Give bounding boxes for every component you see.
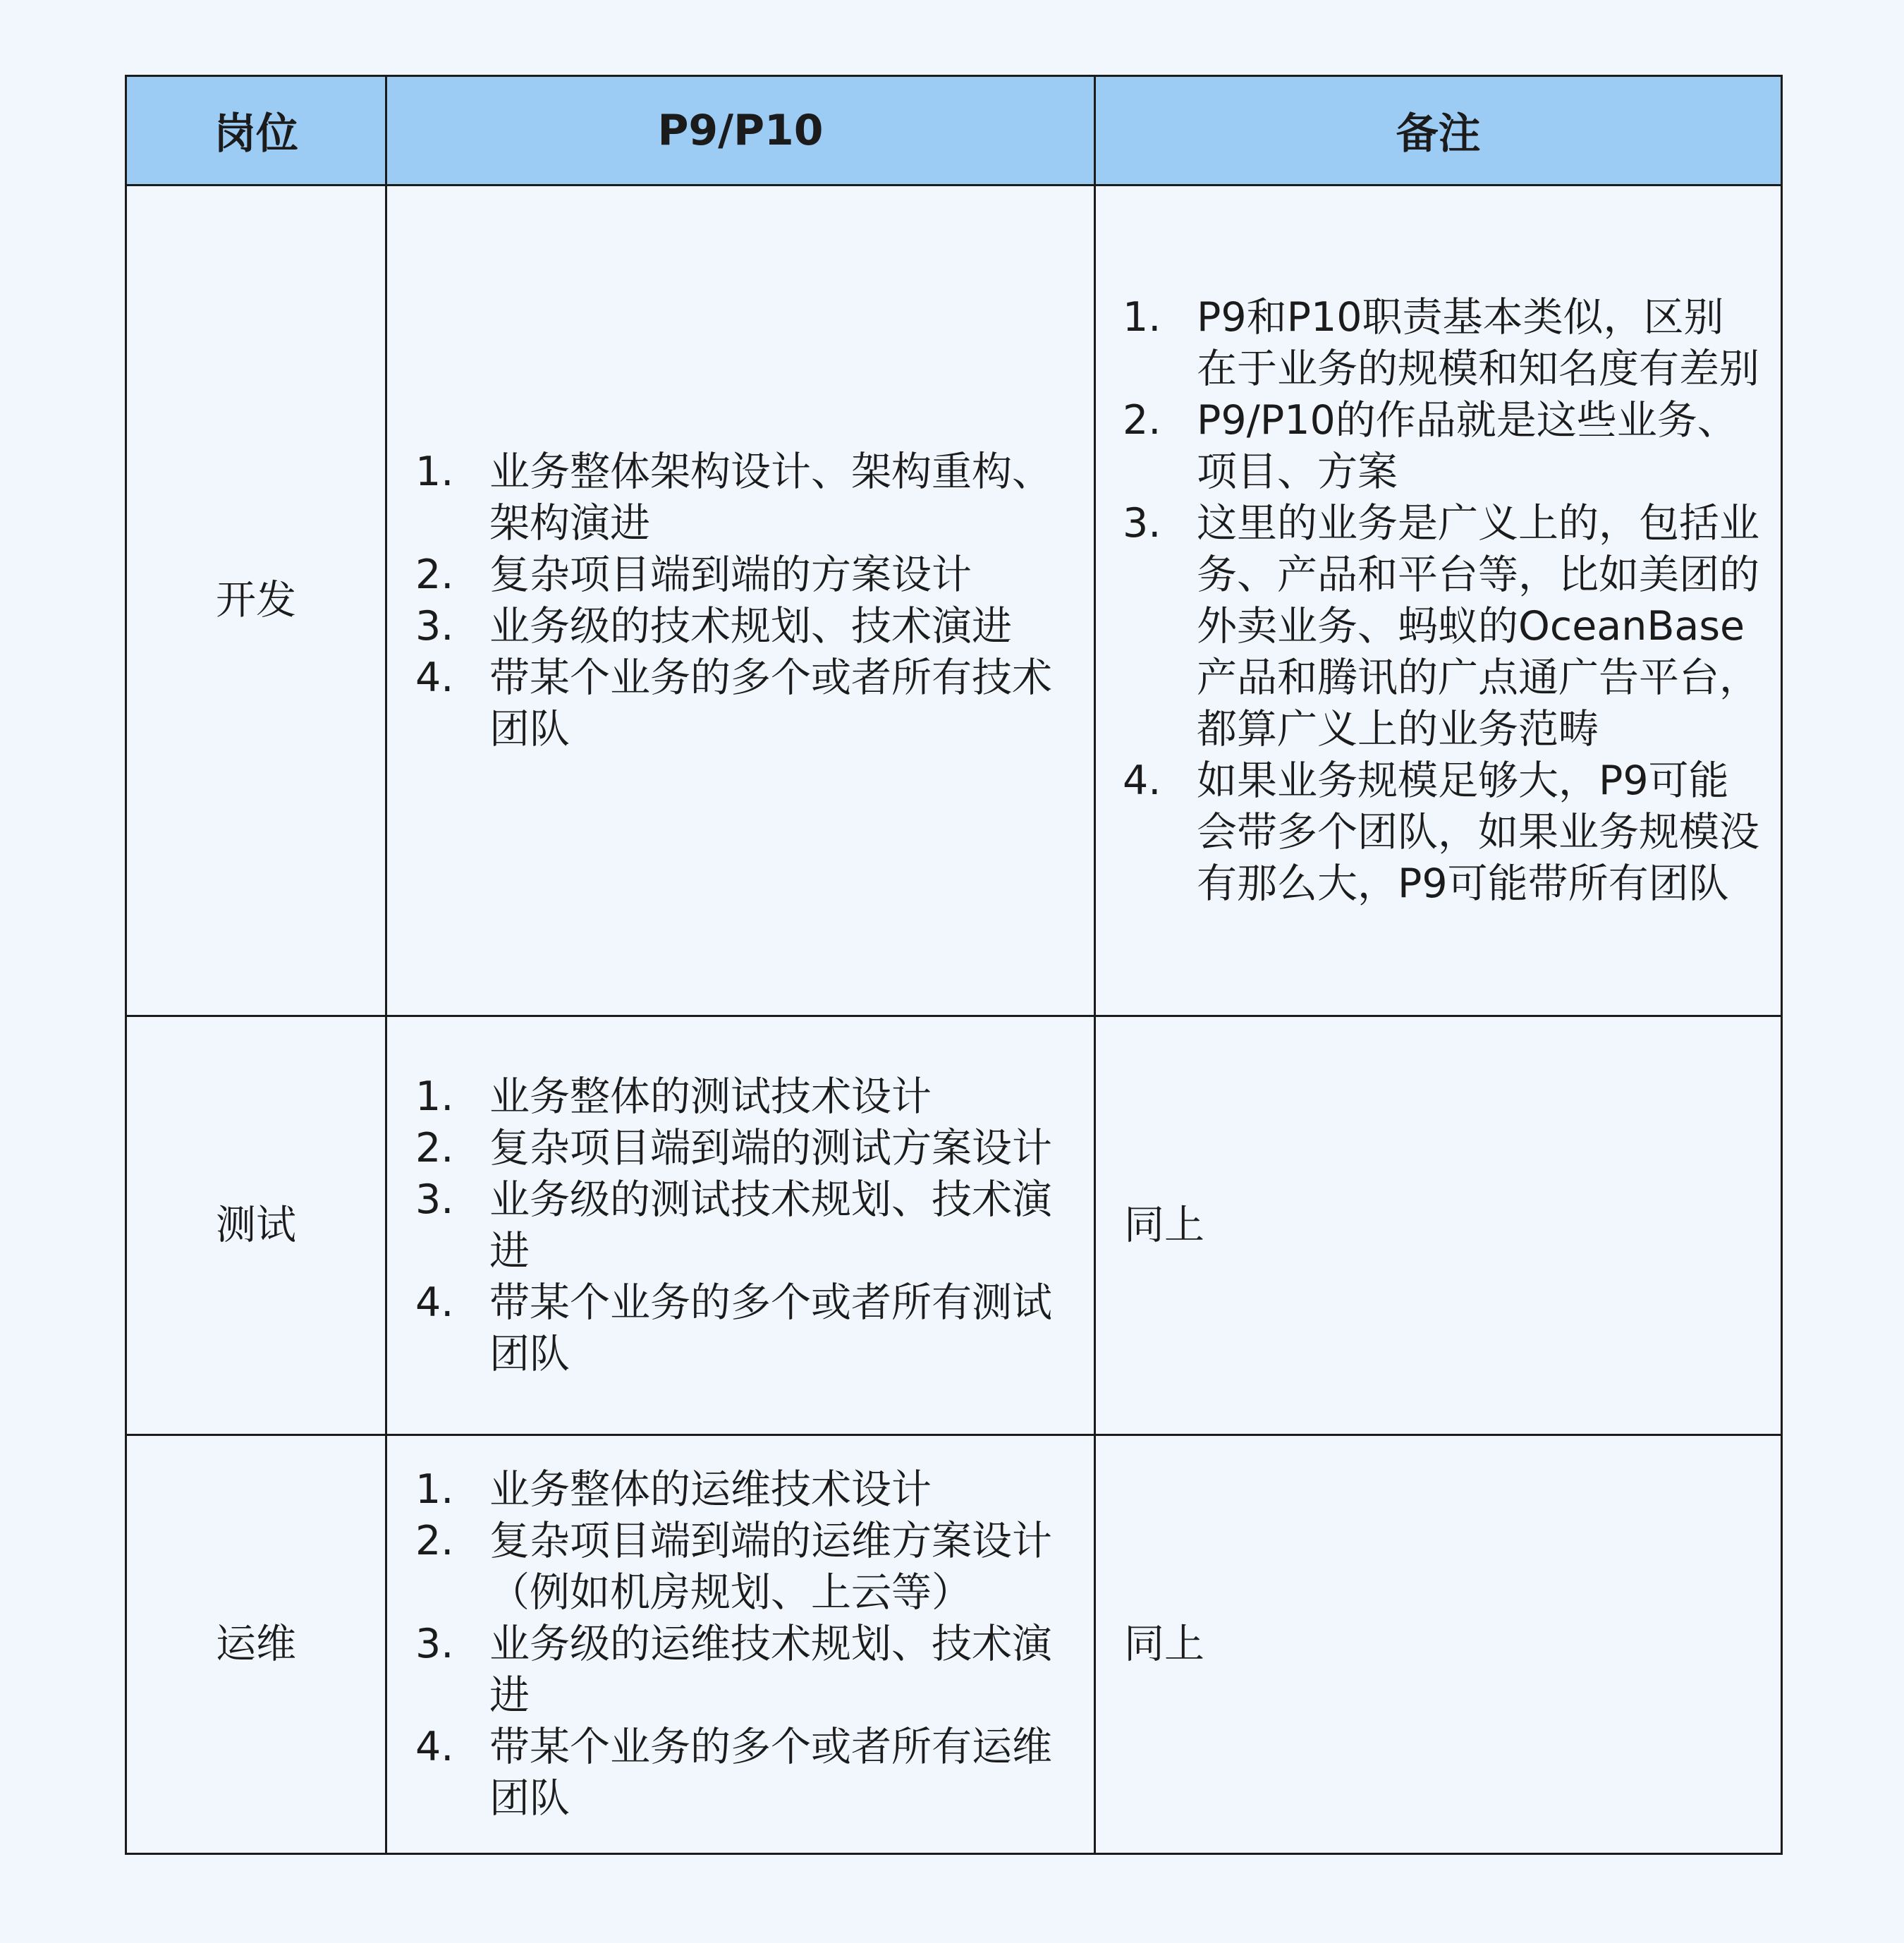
role-cell: 开发 <box>126 185 386 1016</box>
table-row <box>126 1016 1782 1435</box>
duties-cell <box>386 185 1095 1016</box>
list-item <box>1123 755 1761 910</box>
list-number: 1. <box>1123 293 1161 341</box>
list-item <box>415 1464 1073 1516</box>
notes-cell <box>1095 1435 1782 1854</box>
list-item <box>1123 395 1761 498</box>
list-item <box>415 1516 1073 1619</box>
header-level: P9/P10 <box>386 76 1095 185</box>
list-text: P9/P10的作品就是这些业务、项目、方案 <box>1197 396 1738 495</box>
list-text: 业务整体的运维技术设计 <box>489 1466 932 1513</box>
list-text: 复杂项目端到端的运维方案设计（例如机房规划、上云等） <box>489 1518 1052 1616</box>
list-text: 带某个业务的多个或者所有运维团队 <box>489 1724 1052 1822</box>
list-number: 4. <box>415 1724 454 1770</box>
list-number: 2. <box>415 1124 454 1171</box>
note-text: 同上 <box>1124 1202 1204 1248</box>
list-number: 4. <box>415 654 454 701</box>
list-number: 4. <box>415 1279 454 1326</box>
list-item <box>1123 498 1761 755</box>
list-text: 如果业务规模足够大，P9可能会带多个团队，如果业务规模没有那么大，P9可能带所有团队 <box>1197 757 1759 907</box>
list-item <box>415 1619 1073 1722</box>
table-header-row <box>126 76 1782 185</box>
list-text: 复杂项目端到端的测试方案设计 <box>489 1124 1052 1171</box>
list-number: 1. <box>415 448 454 495</box>
job-level-table <box>125 75 1783 1855</box>
list-text: 业务整体的测试技术设计 <box>489 1073 932 1120</box>
list-item <box>1123 292 1761 395</box>
list-number: 2. <box>415 1518 454 1564</box>
list-text: 业务级的技术规划、技术演进 <box>489 602 1012 650</box>
role-cell: 运维 <box>126 1435 386 1854</box>
table-row <box>126 1435 1782 1854</box>
list-text: 业务级的运维技术规划、技术演进 <box>489 1621 1052 1719</box>
list-text: 带某个业务的多个或者所有技术团队 <box>489 654 1052 753</box>
notes-cell <box>1095 1016 1782 1435</box>
list-item <box>415 446 1073 549</box>
list-number: 3. <box>1123 499 1161 547</box>
duties-cell <box>386 1016 1095 1435</box>
list-number: 4. <box>1123 757 1161 804</box>
list-text: 这里的业务是广义上的，包括业务、产品和平台等，比如美团的外卖业务、蚂蚁的OceanBase产品和腾讯的广点通广告平台，都算广义上的业务范畴 <box>1197 499 1759 753</box>
list-item <box>415 652 1073 755</box>
duties-cell <box>386 1435 1095 1854</box>
header-role: 岗位 <box>126 76 386 185</box>
list-text: 业务整体架构设计、架构重构、架构演进 <box>489 448 1052 547</box>
list-text: 复杂项目端到端的方案设计 <box>489 551 972 598</box>
list-item <box>415 601 1073 652</box>
list-item <box>415 1174 1073 1277</box>
list-text: 业务级的测试技术规划、技术演进 <box>489 1176 1052 1274</box>
table-row <box>126 185 1782 1016</box>
list-item <box>415 1123 1073 1174</box>
duties-list <box>387 446 1094 755</box>
list-number: 2. <box>415 551 454 598</box>
role-cell: 测试 <box>126 1016 386 1435</box>
list-number: 2. <box>1123 396 1161 444</box>
list-number: 1. <box>415 1466 454 1513</box>
list-number: 3. <box>415 1621 454 1667</box>
note-text: 同上 <box>1124 1621 1204 1667</box>
list-text: P9和P10职责基本类似，区别在于业务的规模和知名度有差别 <box>1197 293 1759 392</box>
duties-list <box>387 1071 1094 1380</box>
notes-list <box>1096 292 1781 910</box>
list-item <box>415 1277 1073 1380</box>
list-number: 3. <box>415 602 454 650</box>
list-text: 带某个业务的多个或者所有测试团队 <box>489 1279 1052 1377</box>
header-notes: 备注 <box>1095 76 1782 185</box>
list-item <box>415 1071 1073 1123</box>
duties-list <box>387 1464 1094 1825</box>
notes-cell <box>1095 185 1782 1016</box>
list-number: 3. <box>415 1176 454 1223</box>
list-number: 1. <box>415 1073 454 1120</box>
list-item <box>415 549 1073 601</box>
list-item <box>415 1722 1073 1825</box>
